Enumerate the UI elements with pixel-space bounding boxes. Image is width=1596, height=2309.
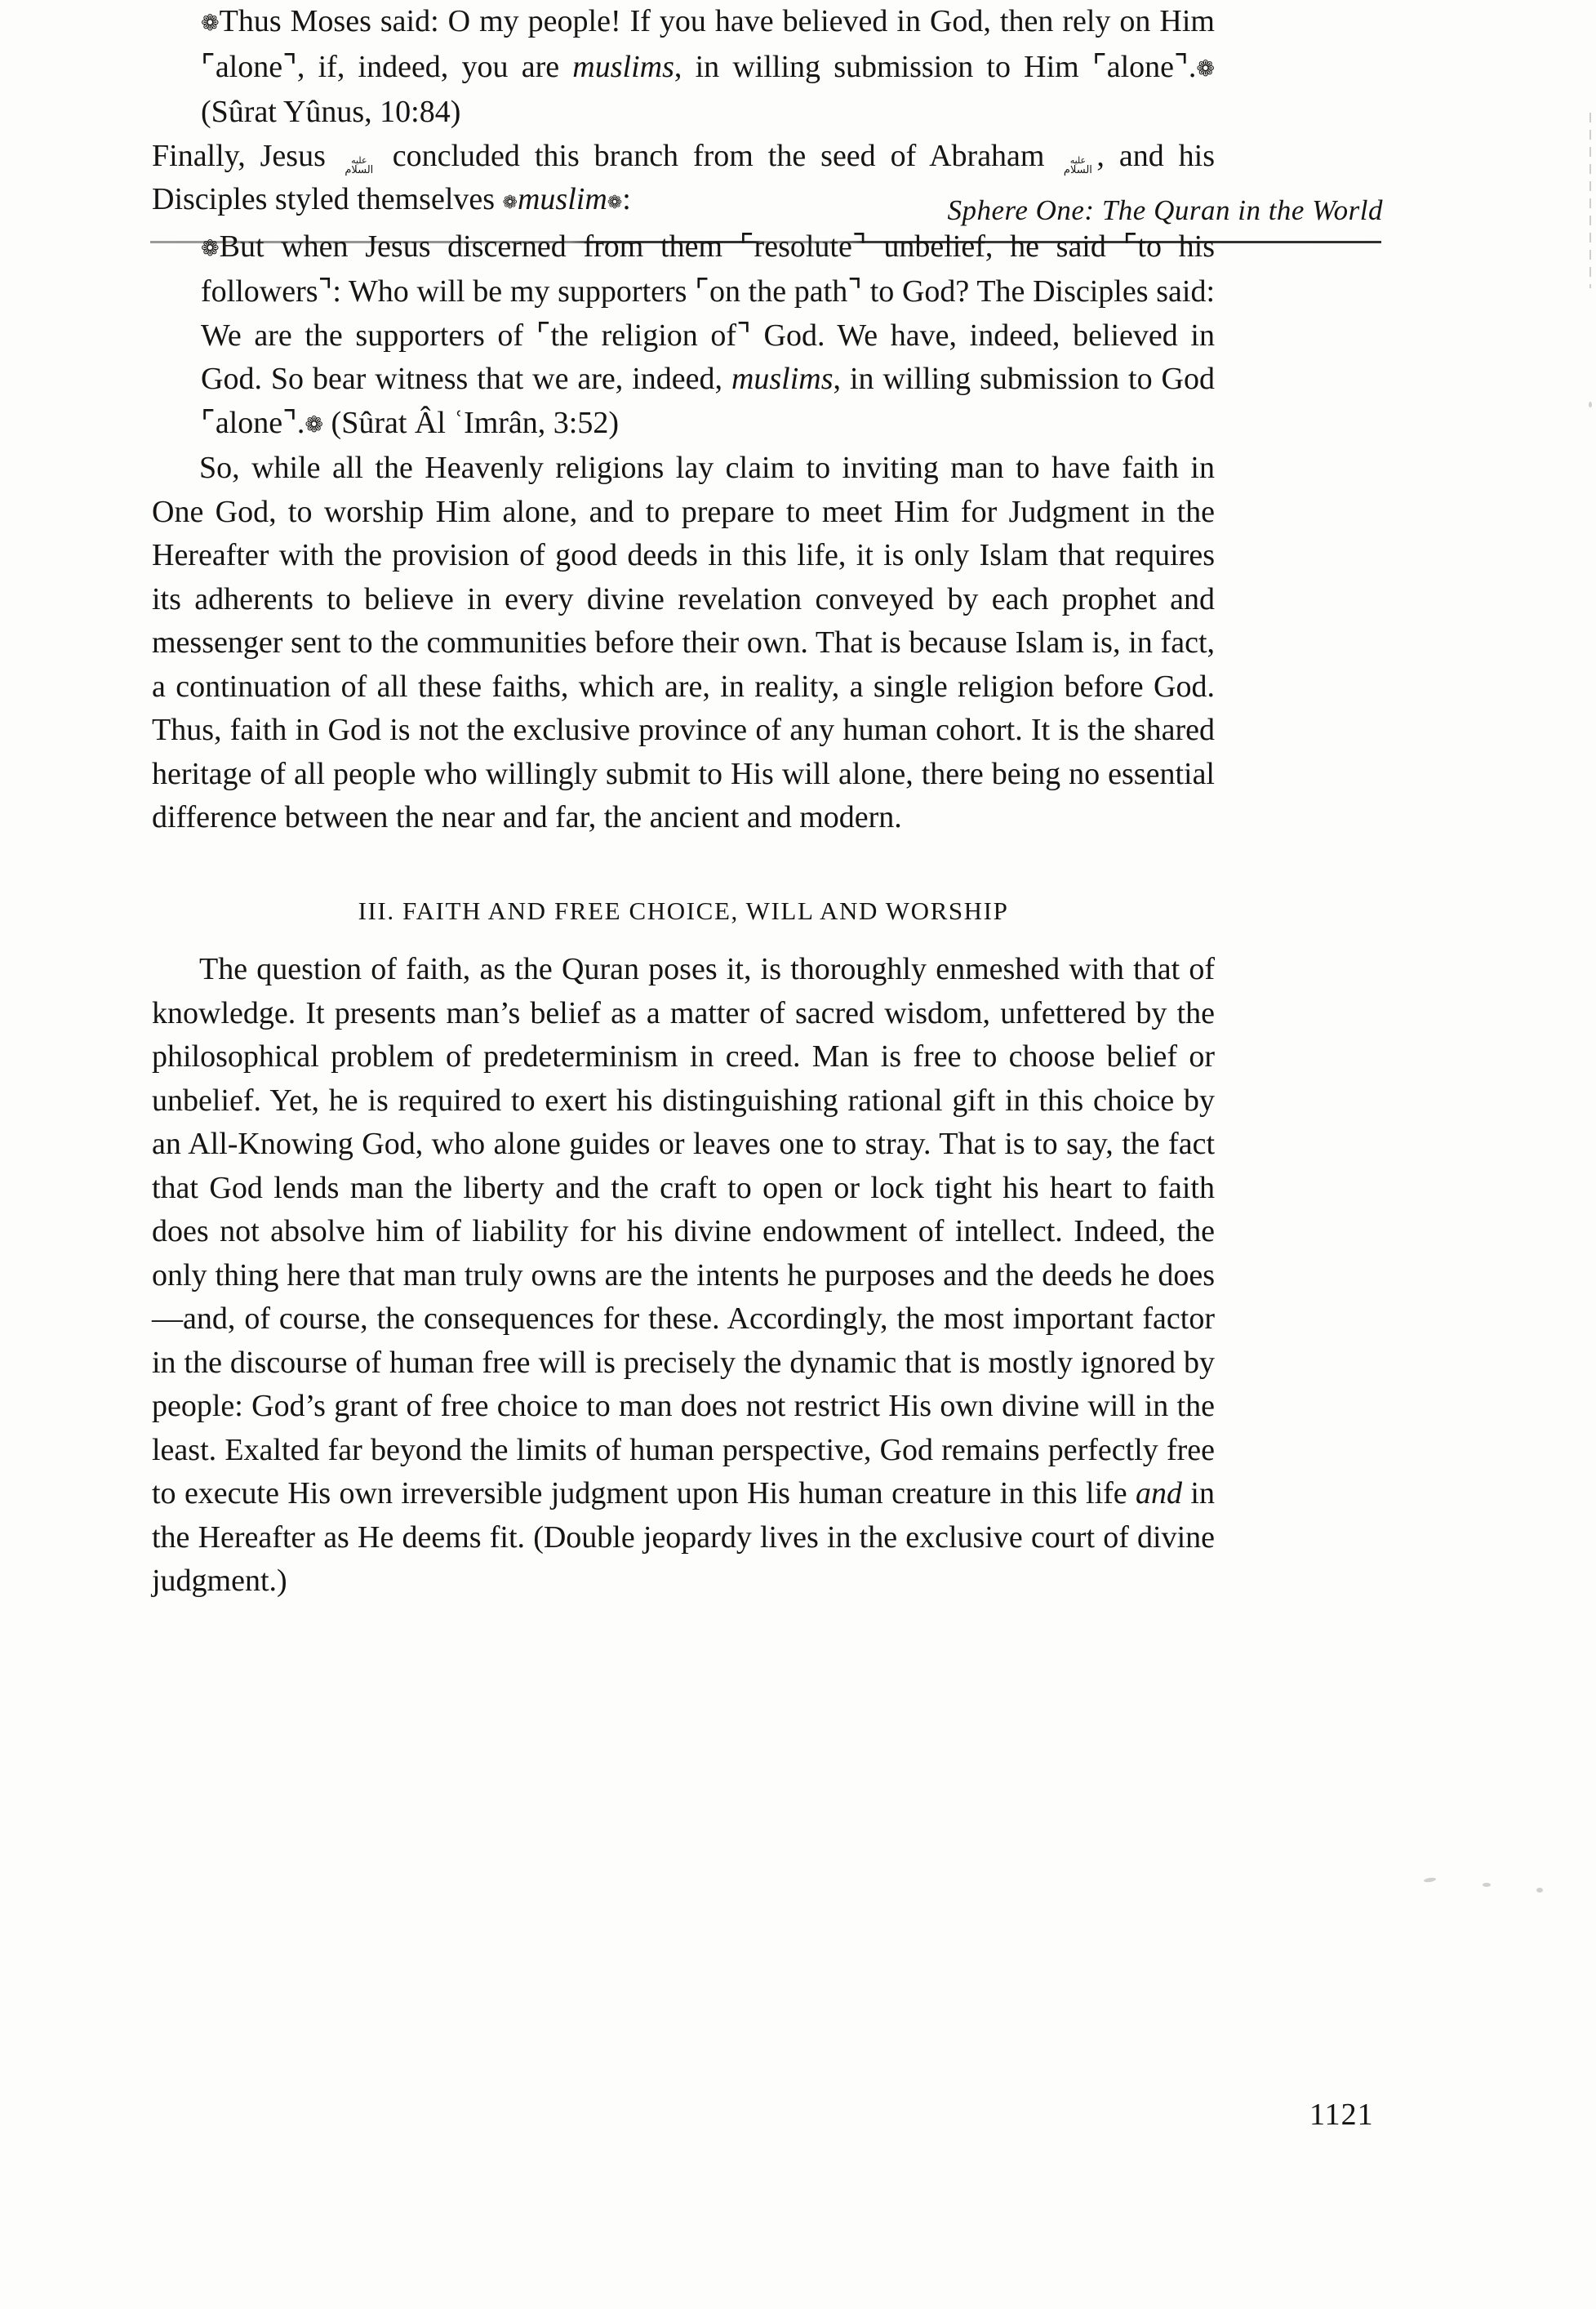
honorific-top-word: عليه xyxy=(1069,154,1087,166)
ornate-close-paren-icon: ❁ xyxy=(607,193,623,213)
quote-text: , in willing submission to Him ⌜alone⌝. xyxy=(674,49,1197,84)
quote-text: Thus Moses said: O my people! If you have believed in God, then rely on Him ⌜alone⌝, if, indeed, you are xyxy=(201,4,1215,84)
honorific-bottom-word: السلام xyxy=(345,163,374,176)
scan-speck-artifact xyxy=(1589,402,1592,407)
quran-quote-imran xyxy=(201,225,1215,447)
italic-muslim: muslim xyxy=(517,182,607,216)
quote-citation: (Sûrat Yûnus, 10:84) xyxy=(201,95,461,129)
italic-and: and xyxy=(1136,1476,1183,1511)
ornate-open-paren-icon: ❁ xyxy=(502,193,518,213)
paragraph-question-of-faith xyxy=(152,948,1215,1604)
italic-muslims: muslims xyxy=(731,362,834,396)
ornate-close-paren-icon: ❁ xyxy=(1196,56,1215,82)
body-text: Finally, Jesus xyxy=(152,138,340,173)
ornate-open-paren-icon: ❁ xyxy=(201,235,220,261)
scan-edge-artifact xyxy=(1589,113,1591,288)
quote-text: But when Jesus discerned from them ⌜resolute⌝ unbelief, he said ⌜to his followers⌝: Who will be my supporters ⌜on the path⌝ to God? The Disciples said: We are the supporters of ⌜the religion of⌝ God. We have, indeed, believed in God. So bear witness that we are, indeed, xyxy=(201,229,1215,396)
body-text: , and his Disciples styled themselves xyxy=(152,138,1216,216)
honorific-top-word: عليه xyxy=(351,154,367,166)
quran-quote-yunus xyxy=(201,0,1215,135)
honorific-bottom-word: السلام xyxy=(1063,163,1092,176)
text-column xyxy=(152,0,1215,1604)
scan-speck-artifact xyxy=(1536,1888,1543,1893)
ornate-open-paren-icon: ❁ xyxy=(201,11,220,36)
body-text: in the Hereafter as He deems fit. (Double jeopardy lives in the exclusive court of divine judgment.) xyxy=(152,1476,1215,1599)
body-text: concluded this branch from the seed of Abraham xyxy=(377,138,1060,173)
italic-muslims: muslims xyxy=(572,49,674,84)
alayhis-salam-honorific xyxy=(340,156,378,176)
quote-citation: (Sûrat Âl ʿImrân, 3:52) xyxy=(323,405,620,440)
alayhis-salam-honorific xyxy=(1059,156,1096,176)
body-text: : xyxy=(622,182,631,216)
section-heading: III. FAITH AND FREE CHOICE, WILL AND WORSHIP xyxy=(358,896,1009,925)
ornate-close-paren-icon: ❁ xyxy=(305,412,324,438)
page-number: 1121 xyxy=(1309,2098,1374,2132)
scan-speck-artifact xyxy=(1424,1877,1437,1883)
body-text: The question of faith, as the Quran poses it, is thoroughly enmeshed with that of knowledge. It presents man’s belief as a matter of sacred wisdom, unfettered by the philosophical problem of predeterminism in creed. Man is free to choose belief or unbelief. Yet, he is required to exert his distinguishing rational gift in this choice by an All-Knowing God, who alone guides or leaves one to stray. That is to say, the fact that God lends man the liberty and the craft to open or lock tight his heart to faith does not absolve him of liability for his divine endowment of intellect. Indeed, the only thing here that man truly owns are the intents he purposes and the deeds he does—and, of course, the consequences for these. Accordingly, the most important factor in the discourse of human free will is precisely the dynamic that is mostly ignored by people: God’s grant of free choice to man does not restrict His own divine will in the least. Exalted far beyond the limits of human perspective, God remains perfectly free to execute His own irreversible judgment upon His human creature in this life xyxy=(152,952,1215,1511)
scan-speck-artifact xyxy=(1483,1883,1491,1887)
paragraph-finally xyxy=(152,135,1215,225)
running-header: Sphere One: The Quran in the World xyxy=(947,194,1383,226)
quote-text: , in willing submission to God ⌜alone⌝. xyxy=(201,362,1215,440)
paragraph-so-while: So, while all the Heavenly religions lay claim to inviting man to have faith in One God, to worship Him alone, and to prepare to meet Him for Judgment in the Hereafter with the provision of good deeds in this life, it is only Islam that requires its adherents to believe in every divine revelation conveyed by each prophet and messenger sent to the communities before their own. That is because Islam is, in fact, a continuation of all these faiths, which are, in reality, a single religion before God. Thus, faith in God is not the exclusive province of any human cohort. It is the shared heritage of all people who willingly submit to His will alone, there being no essential difference between the near and far, the ancient and modern. xyxy=(152,451,1215,834)
